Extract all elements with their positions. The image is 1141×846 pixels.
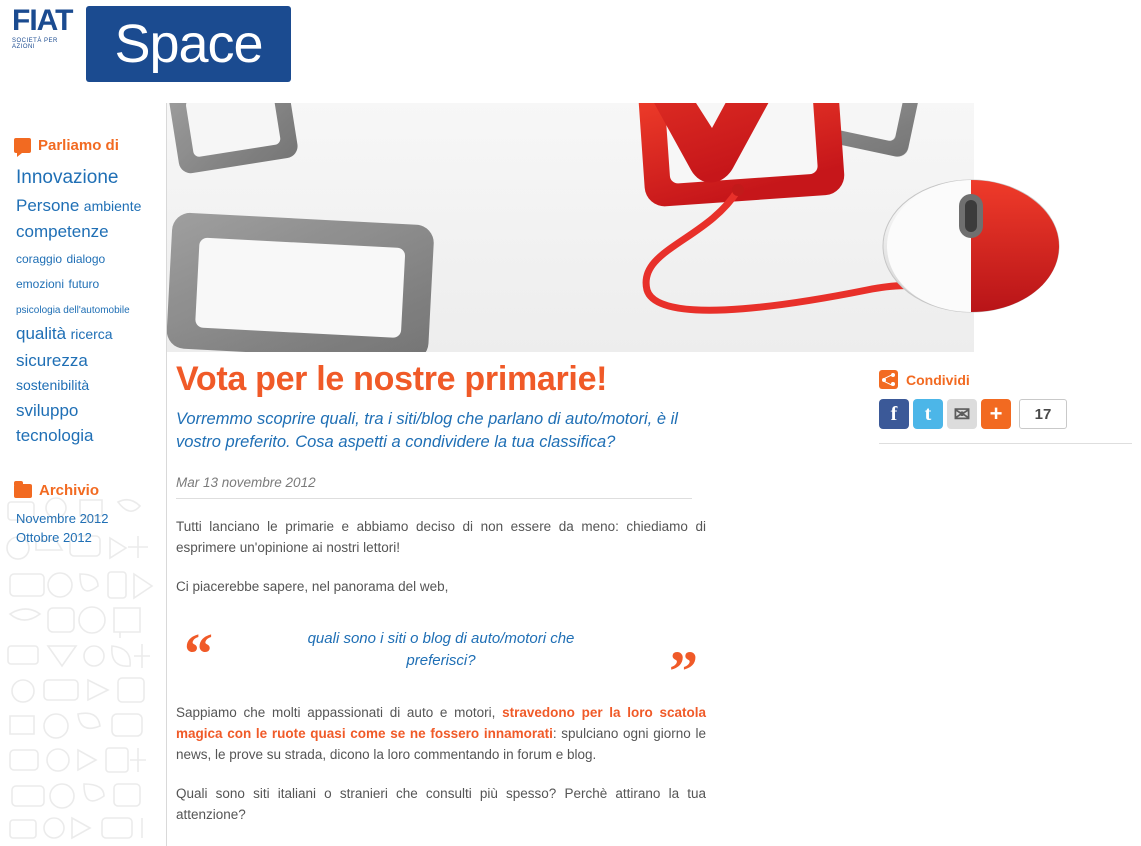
tag-row <box>16 349 154 397</box>
tag-sostenibilita[interactable]: sostenibilità <box>16 376 90 393</box>
tag-row <box>16 399 154 448</box>
share-header <box>879 370 1141 389</box>
tag-futuro[interactable]: futuro <box>68 277 100 292</box>
article-paragraph-3 <box>176 702 706 766</box>
paragraph-3-highlight: stravedono per la loro scatola magica con le ruote quasi come se ne fossero innamorati <box>176 704 707 742</box>
tag-ricerca[interactable]: ricerca <box>70 326 113 343</box>
fiat-logo-icon <box>12 6 80 66</box>
article-paragraph-1: Tutti lanciano le primarie e abbiamo deciso di non essere da meno: chiediamo di esprimere un'opinione ai nostri lettori! <box>176 518 706 556</box>
article-paragraph-4: Quali sono siti italiani o stranieri che consulti più spesso? Perchè attirano la tua attenzione? <box>176 785 706 823</box>
tag-sicurezza[interactable]: sicurezza <box>16 351 88 371</box>
pull-quote <box>176 620 706 704</box>
tag-competenze[interactable]: competenze <box>16 222 109 242</box>
article <box>176 360 706 839</box>
pull-quote-text: quali sono i siti o blog di auto/motori che preferisci? <box>307 629 575 670</box>
paragraph-3-post: : spulciano ogni giorno le news, le prove su strada, dicono la loro commentando in forum e blog. <box>176 726 706 763</box>
article-paragraph-2: Ci piacerebbe sapere, nel panorama del web, <box>176 578 449 594</box>
article-date: Mar 13 novembre 2012 <box>176 475 692 499</box>
tag-sviluppo[interactable]: sviluppo <box>16 400 79 420</box>
tag-tecnologia[interactable]: tecnologia <box>16 425 94 445</box>
share-rail <box>879 370 1141 444</box>
page-title: Vota per le nostre primarie! <box>176 360 608 398</box>
site-name: Space <box>114 14 263 74</box>
tag-coraggio[interactable]: coraggio <box>16 251 63 266</box>
sidebar-topics-title: Parliamo di <box>38 137 119 154</box>
sidebar-archive-title: Archivio <box>39 482 100 500</box>
tag-row <box>16 164 154 192</box>
archive-item-novembre-2012[interactable]: Novembre 2012 <box>16 511 109 527</box>
tag-cloud <box>0 154 166 448</box>
tag-row <box>16 220 154 245</box>
quote-open-icon: “ <box>184 620 213 686</box>
tag-row <box>16 247 154 270</box>
folder-icon <box>14 484 32 498</box>
sidebar-topics-header <box>0 137 166 154</box>
brand-subtitle: SOCIETÀ PER AZIONI <box>12 38 58 50</box>
tag-emozioni[interactable]: emozioni <box>16 277 65 292</box>
twitter-share-button[interactable]: t <box>913 399 943 429</box>
article-standfirst: Vorremmo scoprire quali, tra i siti/blog che parlano di auto/motori, è il vostro preferito. Cosa aspetti a condividere la tua classifica? <box>176 410 678 452</box>
tag-row <box>16 297 154 320</box>
paragraph-3-pre: Sappiamo che molti appassionati di auto e motori, <box>176 704 503 720</box>
tag-ambiente[interactable]: ambiente <box>83 197 142 214</box>
brand-wordmark: FIAT <box>12 4 73 37</box>
site-logo[interactable] <box>8 2 293 98</box>
email-share-button[interactable]: ✉ <box>947 399 977 429</box>
share-buttons <box>879 399 1132 444</box>
site-header <box>0 0 974 103</box>
archive-item-ottobre-2012[interactable]: Ottobre 2012 <box>16 530 92 546</box>
tag-row <box>16 194 154 219</box>
speech-bubble-icon <box>14 138 31 153</box>
tag-psicologia-dellautomobile[interactable]: psicologia dell'automobile <box>16 305 130 317</box>
addthis-share-button[interactable]: + <box>981 399 1011 429</box>
tag-innovazione[interactable]: Innovazione <box>16 167 119 188</box>
sidebar <box>0 103 167 846</box>
facebook-share-button[interactable]: f <box>879 399 909 429</box>
space-logo-box[interactable] <box>86 6 291 82</box>
sidebar-doodle-pattern <box>0 488 166 846</box>
tag-dialogo[interactable]: dialogo <box>66 251 106 266</box>
share-title: Condividi <box>906 371 970 388</box>
tag-qualita[interactable]: qualità <box>16 324 67 344</box>
tag-persone[interactable]: Persone <box>16 195 80 215</box>
tag-row <box>16 272 154 295</box>
quote-close-icon: ” <box>669 638 698 704</box>
share-count-badge[interactable]: 17 <box>1019 399 1067 429</box>
tag-row <box>16 322 154 347</box>
share-nodes-icon <box>879 370 898 389</box>
main-content <box>167 352 1052 846</box>
